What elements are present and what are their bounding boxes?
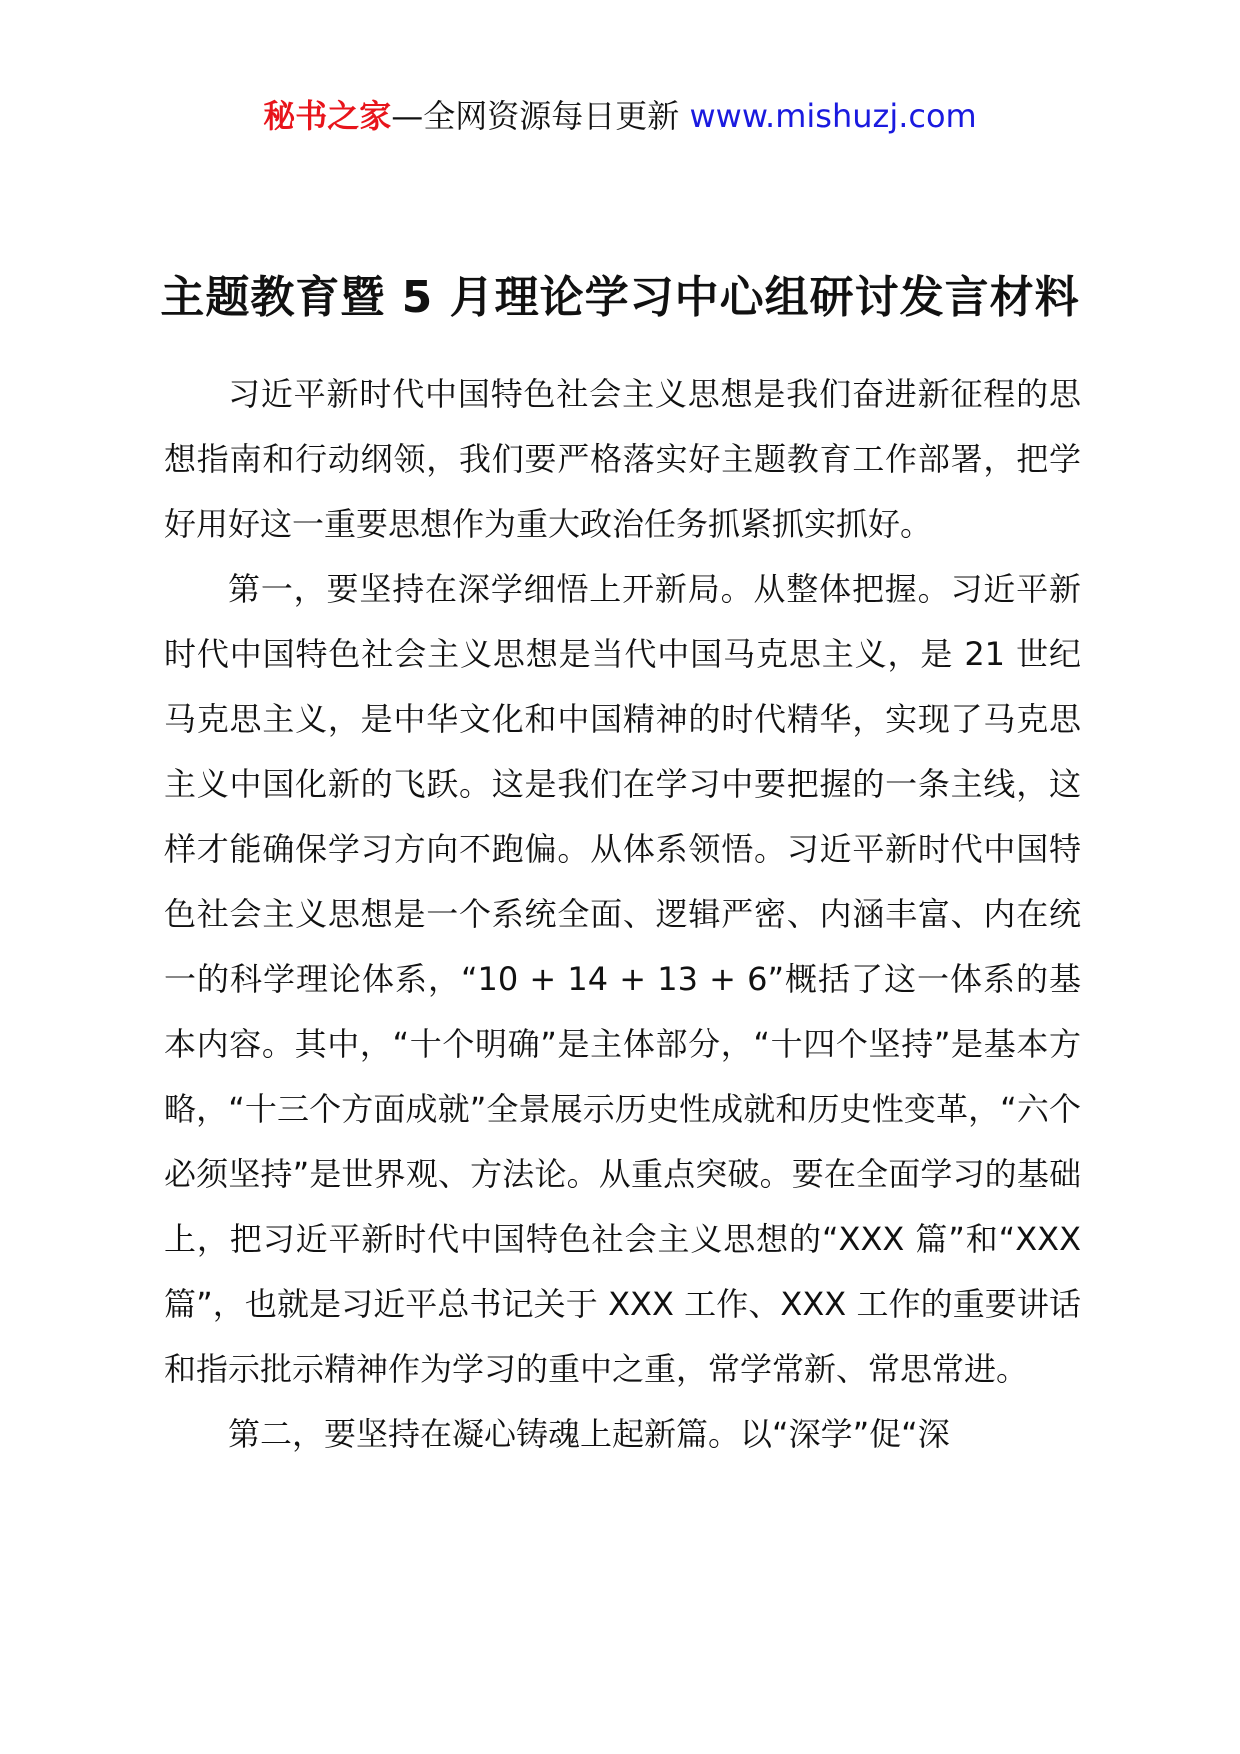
site-tagline: —全网资源每日更新 [391, 97, 680, 135]
body-paragraph: 第一，要坚持在深学细悟上开新局。从整体把握。习近平新时代中国特色社会主义思想是当代中国马克思主义，是 21 世纪马克思主义，是中华文化和中国精神的时代精华，实现了马克思主义中国化新的飞跃。这是我们在学习中要把握的一条主线，这样才能确保学习方向不跑偏。从体系领悟。习近平新时代中国特色社会主义思想是一个系统全面、逻辑严密、内涵丰富、内在统一的科学理论体系，“10 + 14 + 13 + 6”概括了这一体系的基本内容。其中，“十个明确”是主体部分，“十四个坚持”是基本方略，“十三个方面成就”全景展示历史性成就和历史性变革，“六个必须坚持”是世界观、方法论。从重点突破。要在全面学习的基础上，把习近平新时代中国特色社会主义思想的“XXX 篇”和“XXX 篇”，也就是习近平总书记关于 XXX 工作、XXX 工作的重要讲话和指示批示精神作为学习的重中之重，常学常新、常思常进。 [164, 570, 1081, 1388]
document-title: 主题教育暨 5 月理论学习中心组研讨发言材料 [160, 272, 1080, 323]
document-body [164, 362, 1081, 1467]
body-paragraph: 第二，要坚持在凝心铸魂上起新篇。以“深学”促“深 [228, 1415, 950, 1453]
body-paragraph: 习近平新时代中国特色社会主义思想是我们奋进新征程的思想指南和行动纲领，我们要严格落实好主题教育工作部署，把学好用好这一重要思想作为重大政治任务抓紧抓实抓好。 [164, 375, 1081, 543]
site-brand: 秘书之家 [263, 97, 392, 135]
site-header [0, 96, 1240, 136]
site-url-link[interactable]: www.mishuzj.com [689, 97, 977, 135]
